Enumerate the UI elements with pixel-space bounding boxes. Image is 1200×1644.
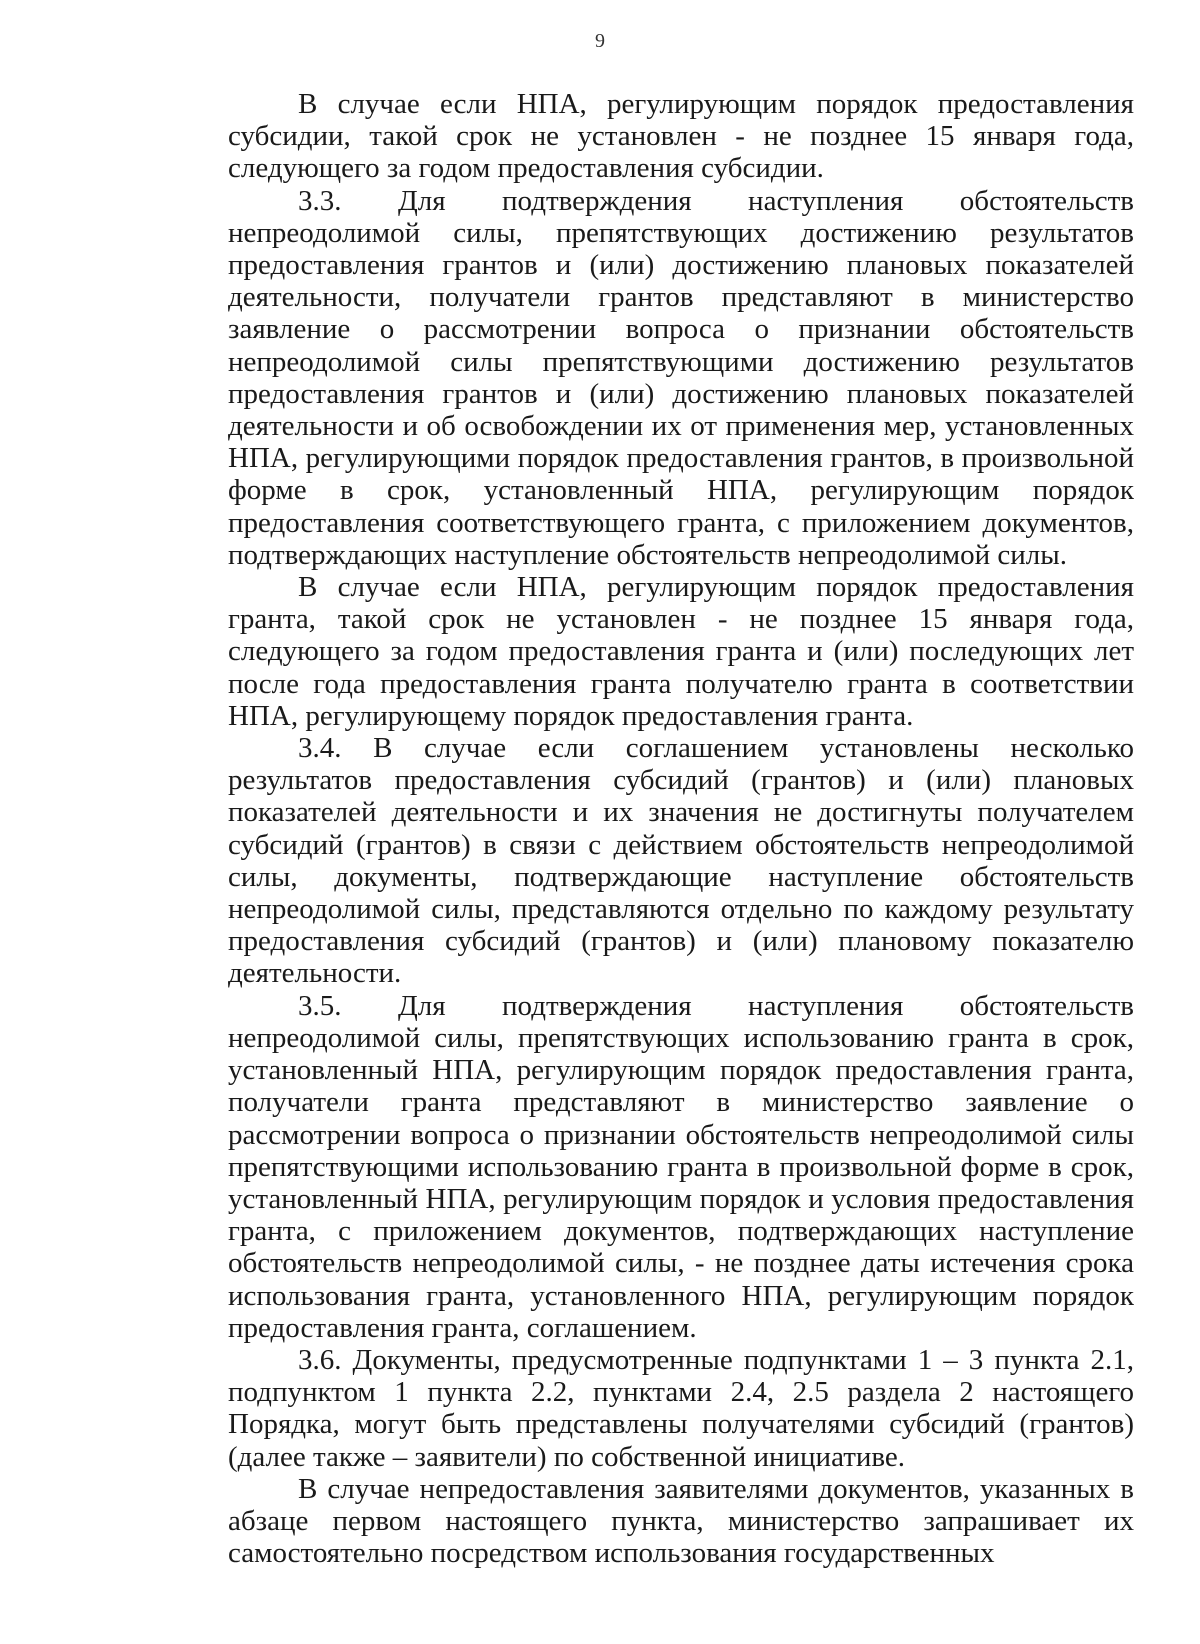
paragraph-subsidy-deadline: В случае если НПА, регулирующим порядок предоставления субсидии, такой срок не установлен - не позднее 15 января года, следующего за годом предоставления субсидии. xyxy=(228,88,1134,185)
page-number: 9 xyxy=(595,30,605,52)
paragraph-3-6: 3.6. Документы, предусмотренные подпунктами 1 – 3 пункта 2.1, подпунктом 1 пункта 2.2, пунктами 2.4, 2.5 раздела 2 настоящего Порядка, могут быть представлены получателями субсидий (грантов) (далее также – заявители) по собственной инициативе. xyxy=(228,1343,1134,1473)
paragraph-3-3: 3.3. Для подтверждения наступления обстоятельств непреодолимой силы, препятствующих достижению результатов предоставления грантов и (или) достижению плановых показателей деятельности, получатели грантов представляют в министерство заявление о рассмотрении вопроса о признании обстоятельств непреодолимой силы препятствующими достижению результатов предоставления грантов и (или) достижению плановых показателей деятельности и об освобождении их от применения мер, установленных НПА, регулирующими порядок предоставления грантов, в произвольной форме в срок, установленный НПА, регулирующим порядок предоставления соответствующего гранта, с приложением документов, подтверждающих наступление обстоятельств непреодолимой силы. xyxy=(228,184,1134,571)
paragraph-grant-deadline: В случае если НПА, регулирующим порядок предоставления гранта, такой срок не установлен - не позднее 15 января года, следующего за годом предоставления гранта и (или) последующих лет после года предоставления гранта получателю гранта в соответствии НПА, регулирующему порядок предоставления гранта. xyxy=(228,571,1134,732)
paragraph-documents-request: В случае непредоставления заявителями документов, указанных в абзаце первом настоящего пункта, министерство запрашивает их самостоятельно посредством использования государственных xyxy=(228,1472,1134,1570)
paragraph-3-5: 3.5. Для подтверждения наступления обстоятельств непреодолимой силы, препятствующих использованию гранта в срок, установленный НПА, регулирующим порядок предоставления гранта, получатели гранта представляют в министерство заявление о рассмотрении вопроса о признании обстоятельств непреодолимой силы препятствующими использованию гранта в произвольной форме в срок, установленный НПА, регулирующим порядок и условия предоставления гранта, с приложением документов, подтверждающих наступление обстоятельств непреодолимой силы, - не позднее даты истечения срока использования гранта, установленного НПА, регулирующим порядок предоставления гранта, соглашением. xyxy=(228,989,1134,1344)
paragraph-3-4: 3.4. В случае если соглашением установлены несколько результатов предоставления субсидий (грантов) и (или) плановых показателей деятельности и их значения не достигнуты получателем субсидий (грантов) в связи с действием обстоятельств непреодолимой силы, документы, подтверждающие наступление обстоятельств непреодолимой силы, представляются отдельно по каждому результату предоставления субсидий (грантов) и (или) плановому показателю деятельности. xyxy=(228,732,1134,990)
document-body xyxy=(228,88,1134,1569)
